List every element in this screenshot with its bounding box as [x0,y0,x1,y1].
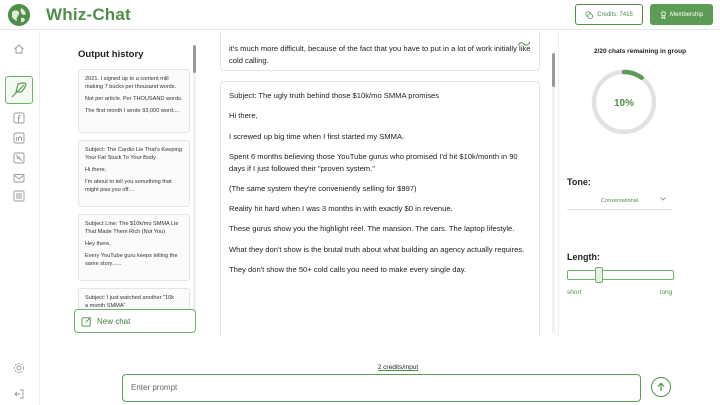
membership-label: Membership [669,11,703,18]
membership-button[interactable] [650,4,713,25]
gauge-progress-arc [624,72,642,78]
output-history-title: Output history [78,49,144,60]
history-card[interactable]: 2021. I signed up to a content mill making 7 bucks per thousand words. Not per article. Per THOUSAND words. The first month I wrote 93,000 word.... [78,69,190,133]
length-label: Length: [567,252,600,262]
settings-icon[interactable] [12,361,26,375]
wave-icon [517,39,531,53]
history-card[interactable]: Subject: I just watched another "10k a month SMMA" [78,288,190,311]
credits-label: Credits: 7415 [597,11,633,18]
tone-select[interactable] [567,192,672,210]
arrow-up-icon [656,382,666,392]
linkedin-icon[interactable] [12,131,26,145]
message-paragraph: These gurus show you the highlight reel. The mansion. The cars. The laptop lifestyle. [229,224,515,234]
length-slider-handle[interactable] [595,267,603,283]
message-paragraph: Reality hit hard when I was 3 months in with exactly $0 in revenue. [229,204,453,214]
brand-title: Whiz-Chat [46,5,131,24]
credits-button[interactable] [575,4,643,25]
message-paragraph: Hi there, [229,111,258,121]
new-chat-label: New chat [97,316,131,326]
chevron-down-icon [660,197,666,203]
left-nav-rail [0,31,40,405]
history-card[interactable]: Subject Line: The $10k/mo SMMA Lie That Made Them Rich (Not You) Hey there, Every YouTube guru keeps telling the same story...... [78,214,190,281]
prompt-box [122,374,641,402]
list-icon[interactable] [12,189,26,203]
previous-message-text: it's much more difficult, because of the fact that you have to put in a lot of work initially like cold calling. [229,44,531,65]
output-history-panel [70,31,200,336]
history-card[interactable]: Subject: The Cardio Lie That's Keeping Your Fat Stuck To Your Body Hi there, I'm about to tell you something that might piss you off.... [78,140,190,207]
generated-message-card [220,81,540,336]
settings-panel [558,31,720,336]
coins-icon [585,11,593,19]
length-long-label: long [660,289,673,296]
send-button[interactable] [651,377,671,397]
length-slider[interactable] [567,270,674,280]
message-paragraph: They don't show the 50+ cold calls you need to make every single day. [229,264,467,274]
globe-logo-icon[interactable] [8,4,30,26]
chat-output-area [206,31,556,336]
chat-scrollbar-thumb[interactable] [552,53,555,87]
chat-scrollbar[interactable] [552,53,555,333]
app-header [0,0,720,30]
logout-icon[interactable] [12,387,26,401]
chats-remaining-label: 2/20 chats remaining in group [593,48,687,55]
message-paragraph: What they don't show is the brutal truth about what building an agency actually requires. [229,244,525,254]
badge-icon [660,11,667,19]
nav-item-writer[interactable] [5,76,33,104]
hand-icon[interactable] [12,151,26,165]
prompt-input[interactable] [131,375,631,400]
history-scrollbar[interactable] [193,45,196,330]
feather-icon [9,80,29,100]
edit-icon [81,316,92,327]
usage-gauge [589,67,659,137]
message-paragraph: Subject: The ugly truth behind those $10k/mo SMMA promises [229,91,440,100]
history-scrollbar-thumb[interactable] [193,45,196,73]
facebook-icon[interactable] [12,111,26,125]
home-icon[interactable] [12,42,26,56]
gauge-percent-text: 10% [613,98,635,109]
message-paragraph: Spent 6 months believing those YouTube gurus who promised I'd hit $10k/month in 90 days if I just followed their "proven system." [229,151,518,173]
length-short-label: short [567,289,582,296]
message-paragraph: (The same system they're conveniently selling for $997) [229,183,417,193]
credits-per-input-label: 2 credits/input [377,364,419,371]
new-chat-button[interactable] [74,309,196,333]
tone-value: Conversational [600,197,639,204]
tone-label: Tone: [567,177,591,187]
email-icon[interactable] [12,171,26,185]
previous-message-card [220,31,540,71]
message-paragraph: I screwed up big time when I first started my SMMA. [229,131,405,141]
